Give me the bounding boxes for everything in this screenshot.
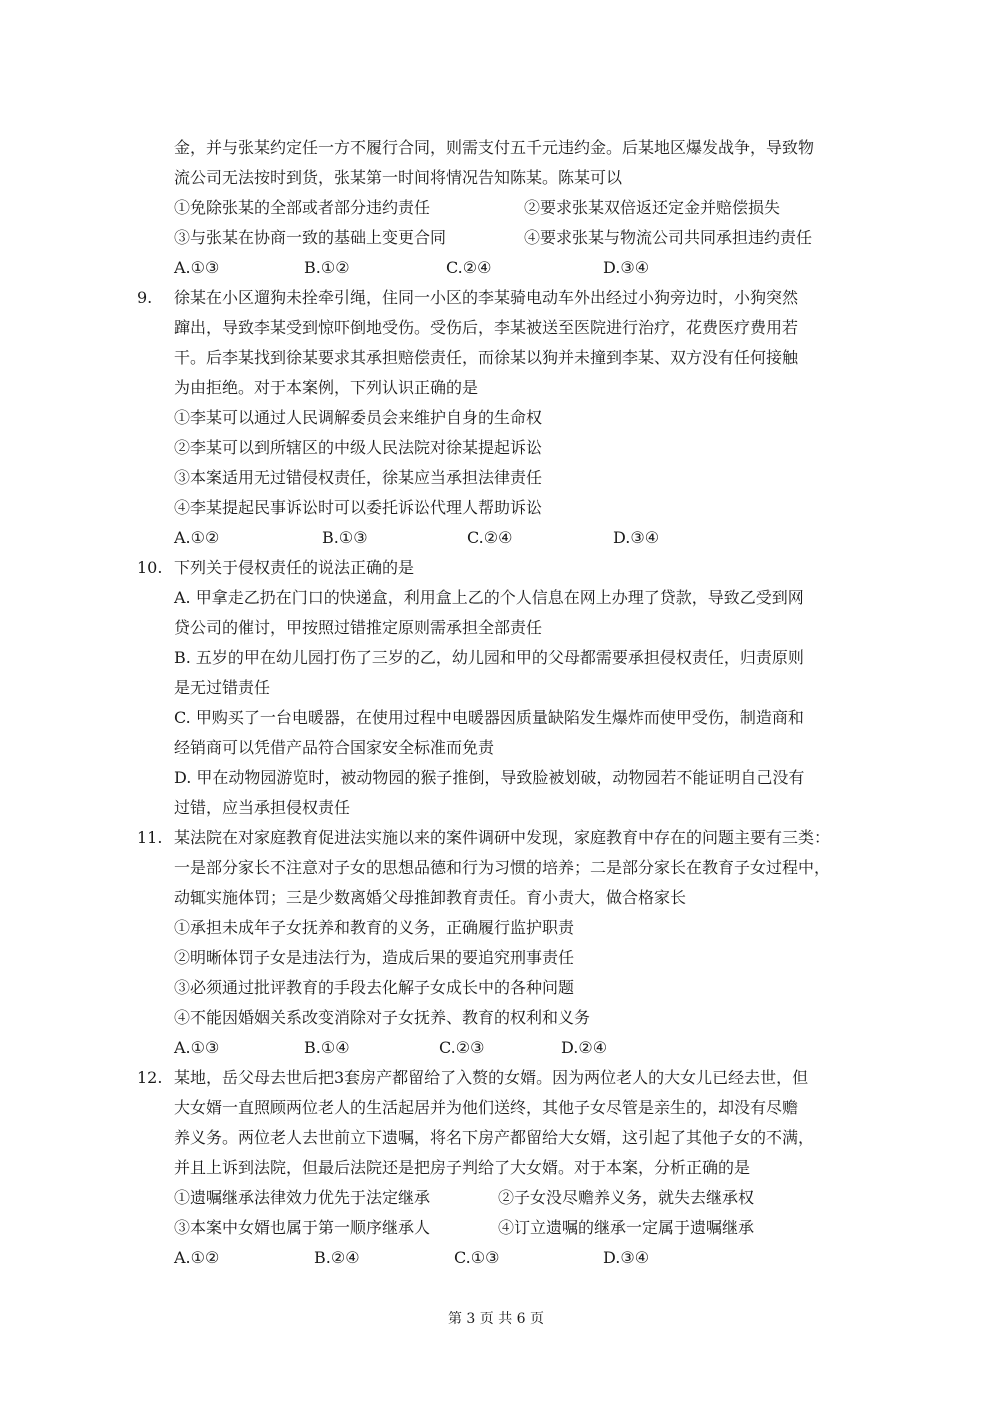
- q9-option-3: ③本案适用无过错侵权责任，徐某应当承担法律责任: [174, 468, 543, 487]
- q9-answer-c: C.②④: [467, 528, 513, 547]
- q10-option-b-cont: 是无过错责任: [174, 678, 271, 697]
- q11-stem-text: 某法院在对家庭教育促进法实施以来的案件调研中发现，家庭教育中存在的问题主要有三类：: [174, 828, 831, 847]
- q11-stem-line: 一是部分家长不注意对子女的思想品德和行为习惯的培养；二是部分家长在教育子女过程中，: [174, 858, 831, 877]
- q9-option-4: ④李某提起民事诉讼时可以委托诉讼代理人帮助诉讼: [174, 498, 543, 517]
- q12-stem-line: 并且上诉到法院，但最后法院还是把房子判给了大女婿。对于本案，分析正确的是: [174, 1158, 751, 1177]
- q12-answer-c: C.①③: [454, 1248, 500, 1267]
- q11-answer-a: A.①③: [174, 1038, 220, 1057]
- q11-option-4: ④不能因婚姻关系改变消除对子女抚养、教育的权利和义务: [174, 1008, 591, 1027]
- q8-answer-c: C.②④: [446, 258, 492, 277]
- q12-stem-line: 大女婿一直照顾两位老人的生活起居并为他们送终，其他子女尽管是亲生的，却没有尽赡: [174, 1098, 799, 1117]
- q12-number: 12.: [137, 1068, 163, 1087]
- q8-answer-d: D.③④: [603, 258, 650, 277]
- q12-answer-row: [0, 1243, 992, 1273]
- q8-option-row: [0, 193, 992, 223]
- q8-option-2: ②要求张某双倍返还定金并赔偿损失: [524, 198, 781, 217]
- q8-option-row: [0, 223, 992, 253]
- q11-option-3: ③必须通过批评教育的手段去化解子女成长中的各种问题: [174, 978, 575, 997]
- q10-number: 10.: [137, 558, 163, 577]
- q10-option-c-cont: 经销商可以凭借产品符合国家安全标准而免责: [174, 738, 495, 757]
- q9-number: 9.: [137, 288, 153, 307]
- q10-option-b: B. 五岁的甲在幼儿园打伤了三岁的乙，幼儿园和甲的父母都需要承担侵权责任，归责原则: [174, 648, 804, 667]
- q12-option-row: [0, 1213, 992, 1243]
- q9-stem-line: 为由拒绝。对于本案例，下列认识正确的是: [174, 378, 479, 397]
- q8-answer-row: [0, 253, 992, 283]
- q11-option-2: ②明晰体罚子女是违法行为，造成后果的要追究刑事责任: [174, 948, 575, 967]
- q8-option-1: ①免除张某的全部或者部分违约责任: [174, 198, 431, 217]
- q8-stem-line: 金，并与张某约定任一方不履行合同，则需支付五千元违约金。后某地区爆发战争，导致物: [174, 138, 815, 157]
- q11-answer-row: [0, 1033, 992, 1063]
- q12-answer-b: B.②④: [314, 1248, 360, 1267]
- q9-stem-text: 徐某在小区遛狗未拴牵引绳，住同一小区的李某骑电动车外出经过小狗旁边时，小狗突然: [174, 288, 799, 307]
- q12-option-2: ②子女没尽赡养义务，就失去继承权: [498, 1188, 755, 1207]
- q10-stem-text: 下列关于侵权责任的说法正确的是: [174, 558, 415, 577]
- q12-answer-d: D.③④: [603, 1248, 650, 1267]
- q12-option-row: [0, 1183, 992, 1213]
- q9-stem-line: [0, 283, 992, 313]
- q8-answer-b: B.①②: [304, 258, 350, 277]
- page-footer: 第 3 页 共 6 页: [447, 1311, 545, 1327]
- q11-answer-d: D.②④: [561, 1038, 608, 1057]
- q12-stem-text: 某地，岳父母去世后把3套房产都留给了入赘的女婿。因为两位老人的大女儿已经去世，但: [174, 1068, 809, 1087]
- q8-option-3: ③与张某在协商一致的基础上变更合同: [174, 228, 447, 247]
- q10-option-c: C. 甲购买了一台电暖器，在使用过程中电暖器因质量缺陷发生爆炸而使甲受伤，制造商和: [174, 708, 804, 727]
- q11-stem-line: [0, 823, 992, 853]
- q12-stem-line: 养义务。两位老人去世前立下遗嘱，将名下房产都留给大女婿，这引起了其他子女的不满，: [174, 1128, 815, 1147]
- q9-answer-row: [0, 523, 992, 553]
- q9-stem-line: 干。后李某找到徐某要求其承担赔偿责任，而徐某以狗并未撞到李某、双方没有任何接触: [174, 348, 799, 367]
- q9-answer-a: A.①②: [174, 528, 220, 547]
- q11-option-1: ①承担未成年子女抚养和教育的义务，正确履行监护职责: [174, 918, 575, 937]
- q10-option-d: D. 甲在动物园游览时，被动物园的猴子推倒，导致脸被划破，动物园若不能证明自己没有: [174, 768, 805, 787]
- q12-answer-a: A.①②: [174, 1248, 220, 1267]
- q10-option-a-cont: 贷公司的催讨，甲按照过错推定原则需承担全部责任: [174, 618, 543, 637]
- q10-stem-line: [0, 553, 992, 583]
- q9-option-1: ①李某可以通过人民调解委员会来维护自身的生命权: [174, 408, 543, 427]
- q11-answer-b: B.①④: [304, 1038, 350, 1057]
- exam-content: [0, 133, 992, 1273]
- q12-option-4: ④订立遗嘱的继承一定属于遗嘱继承: [498, 1218, 755, 1237]
- q8-option-4: ④要求张某与物流公司共同承担违约责任: [524, 228, 813, 247]
- q10-option-a: A. 甲拿走乙扔在门口的快递盒，利用盒上乙的个人信息在网上办理了贷款，导致乙受到网: [174, 588, 804, 607]
- q11-number: 11.: [137, 828, 163, 847]
- q11-stem-line: 动辄实施体罚；三是少数离婚父母推卸教育责任。育小责大，做合格家长: [174, 888, 687, 907]
- q8-stem-line: 流公司无法按时到货，张某第一时间将情况告知陈某。陈某可以: [174, 168, 623, 187]
- q11-answer-c: C.②③: [439, 1038, 485, 1057]
- q10-option-d-cont: 过错，应当承担侵权责任: [174, 798, 351, 817]
- q9-answer-b: B.①③: [322, 528, 368, 547]
- q12-option-1: ①遗嘱继承法律效力优先于法定继承: [174, 1188, 431, 1207]
- q12-option-3: ③本案中女婿也属于第一顺序继承人: [174, 1218, 431, 1237]
- q9-answer-d: D.③④: [613, 528, 660, 547]
- q9-option-2: ②李某可以到所辖区的中级人民法院对徐某提起诉讼: [174, 438, 543, 457]
- q12-stem-line: [0, 1063, 992, 1093]
- q8-answer-a: A.①③: [174, 258, 220, 277]
- q9-stem-line: 蹿出，导致李某受到惊吓倒地受伤。受伤后，李某被送至医院进行治疗，花费医疗费用若: [174, 318, 799, 337]
